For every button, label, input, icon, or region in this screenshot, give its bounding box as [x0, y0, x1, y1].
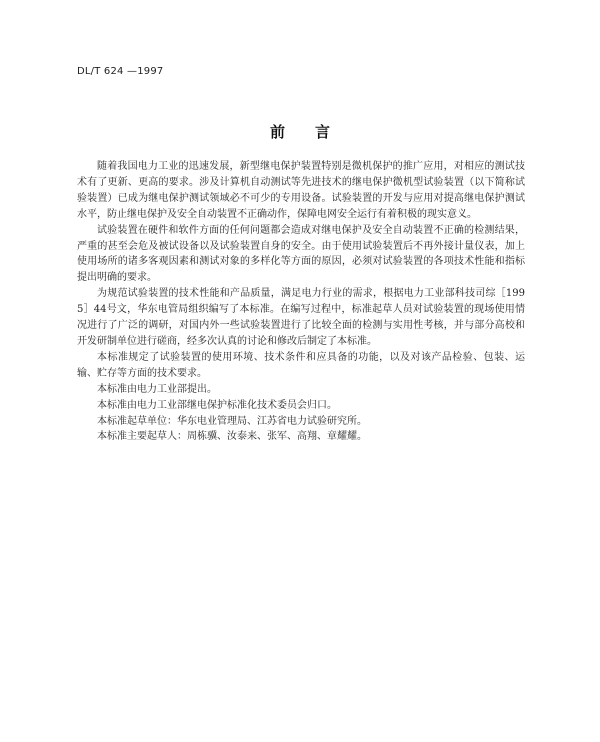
paragraph-drafting-process: 为规范试验装置的技术性能和产品质量，满足电力行业的需求，根据电力工业部科技司综［1995］44号文，华东电管局组织编写了本标准。在编写过程中，标准起草人员对试验装置的现场使用情况进行了广泛的调研，对国内外一些试验装置进行了比较全面的检测与实用性考核，并与部分高校和开发研制单位进行磋商，经多次认真的讨论和修改后制定了本标准。	[77, 288, 525, 347]
paragraph-background: 随着我国电力工业的迅速发展，新型继电保护装置特别是微机保护的推广应用，对相应的测试技术有了更新、更高的要求。涉及计算机自动测试等先进技术的继电保护微机型试验装置（以下简称试验装置）已成为继电保护测试领域必不可少的专用设备。试验装置的开发与应用对提高继电保护测试水平，防止继电保护及安全自动装置不正确动作，保障电网安全运行有着积极的现实意义。	[77, 161, 525, 220]
paragraph-requirements: 试验装置在硬件和软件方面的任何问题都会造成对继电保护及安全自动装置不正确的检测结果，严重的甚至会危及被试设备以及试验装置自身的安全。由于使用试验装置后不再外接计量仪表，加上使用场所的诸多客观因素和测试对象的多样化等方面的原因，必须对试验装置的各项技术性能和指标提出明确的要求。	[77, 224, 525, 284]
paragraph-responsible-committee: 本标准由电力工业部继电保护标准化技术委员会归口。	[97, 399, 337, 411]
paragraph-drafting-units: 本标准起草单位：华东电业管理局、江苏省电力试验研究所。	[97, 415, 367, 427]
standard-number: DL/T 624 —1997	[77, 66, 164, 77]
page-title: 前言	[269, 123, 360, 141]
paragraph-drafters: 本标准主要起草人：周栋骥、汝泰来、张军、高翔、章耀耀。	[97, 431, 367, 443]
foreword-body	[77, 159, 525, 445]
paragraph-scope: 本标准规定了试验装置的使用环境、技术条件和应具备的功能，以及对该产品检验、包装、运输、贮存等方面的技术要求。	[77, 351, 525, 379]
paragraph-proposer: 本标准由电力工业部提出。	[97, 383, 217, 395]
